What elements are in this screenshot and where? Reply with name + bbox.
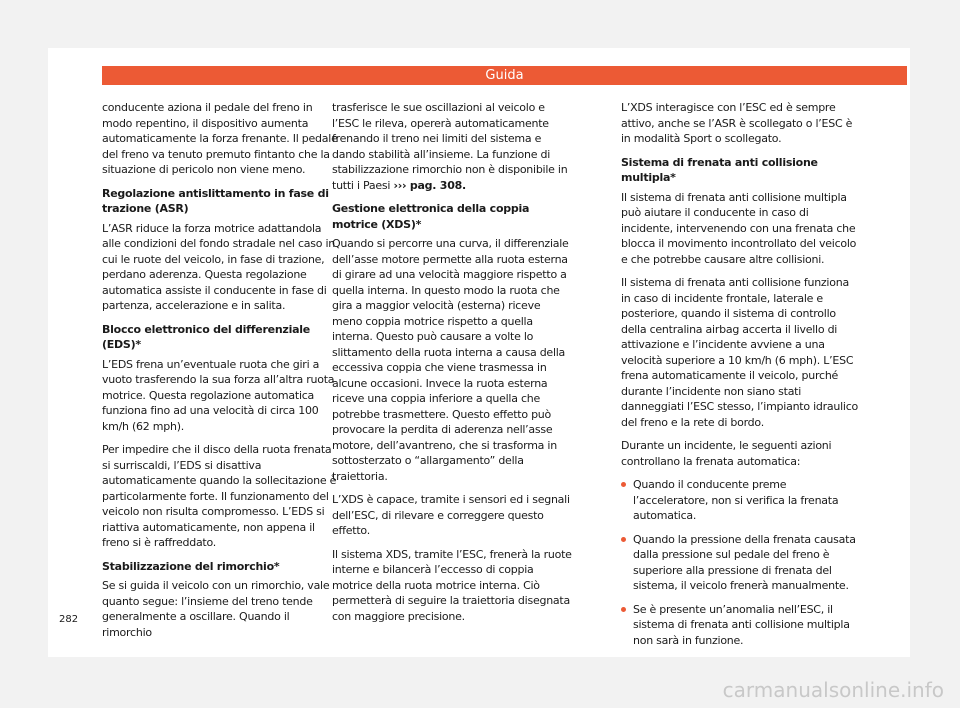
heading-trailer: Stabilizzazione del rimorchio*	[102, 559, 280, 573]
column-1	[102, 100, 342, 648]
bullet-text: Quando la pressione della frenata causata dalla pressione sul pedale del freno è superiore alla pressione di frenata del sistema, il veicolo frenerà manualmente.	[633, 532, 856, 592]
paragraph: L’XDS è capace, tramite i sensori ed i segnali dell’ESC, di rilevare e correggere questo effetto.	[332, 493, 570, 537]
section-header: Guida	[102, 66, 907, 85]
paragraph: Il sistema di frenata anti collisione multipla può aiutare il conducente in caso di incidente, intervenendo con una frenata che blocca il movimento incontrollato del veicolo e che potrebbe causare altre collisioni.	[621, 190, 857, 266]
paragraph: L’EDS frena un’eventuale ruota che giri a vuoto trasferendo la sua forza all’altra ruota motrice. Questa regolazione automatica funziona fino ad una velocità di circa 100 km/h (62 mph).	[102, 357, 335, 433]
heading-eds: Blocco elettronico del differenziale (EDS)*	[102, 322, 310, 351]
paragraph: Durante un incidente, le seguenti azioni controllano la frenata automatica:	[621, 439, 832, 468]
bullet-item	[621, 602, 861, 649]
bullet-dot-icon	[621, 607, 626, 612]
column-2	[332, 100, 572, 632]
paragraph: Se si guida il veicolo con un rimorchio, vale quanto segue: l’insieme del treno tende generalmente a oscillare. Quando il rimorchio	[102, 579, 330, 639]
page-number: 282	[59, 614, 79, 625]
heading-xds: Gestione elettronica della coppia motrice (XDS)*	[332, 202, 530, 231]
bullet-item	[621, 532, 861, 594]
bullet-text: Se è presente un’anomalia nell’ESC, il sistema di frenata anti collisione multipla non sarà in funzione.	[633, 602, 850, 647]
page-reference-link[interactable]: ››› pag. 308.	[393, 178, 466, 192]
paragraph: Il sistema di frenata anti collisione funziona in caso di incidente frontale, laterale e posteriore, quando il sistema di controllo della centralina airbag accerta il livello di attivazione e l’incidente avviene a una velocità superiore a 10 km/h (6 mph). L’ESC frena automaticamente il veicolo, purché durante l’incidente non siano stati danneggiati l’ESC stesso, l’impianto idraulico del freno e la rete di bordo.	[621, 276, 858, 429]
bullet-text: Quando il conducente preme l’acceleratore, non si verifica la frenata automatica.	[633, 478, 839, 522]
bullet-item	[621, 477, 861, 524]
heading-multi-collision-brake: Sistema di frenata anti collisione multipla*	[621, 155, 818, 184]
paragraph: Per impedire che il disco della ruota frenata si surriscaldi, l’EDS si disattiva automaticamente quando la sollecitazione è particolarmente forte. Il funzionamento del veicolo non risulta compromesso. L’EDS si riattiva automaticamente, non appena il freno si è raffreddato.	[102, 443, 337, 549]
paragraph: L’XDS interagisce con l’ESC ed è sempre attivo, anche se l’ASR è scollegato o l’ESC è in modalità Sport o scollegato.	[621, 101, 853, 145]
column-3	[621, 100, 861, 656]
paragraph: conducente aziona il pedale del freno in modo repentino, il dispositivo aumenta automaticamente la forza frenante. Il pedale del freno va tenuto premuto fintanto che la situazione di pericolo non viene meno.	[102, 101, 338, 176]
heading-asr: Regolazione antislittamento in fase di trazione (ASR)	[102, 186, 329, 215]
paragraph	[332, 100, 572, 193]
paragraph-text: trasferisce le sue oscillazioni al veicolo e l’ESC le rileva, opererà automaticamente frenando il treno nei limiti del sistema e dando stabilità all’insieme. La funzione di stabilizzazione rimorchio non è disponibile in tutti i Paesi	[332, 101, 568, 192]
bullet-dot-icon	[621, 482, 626, 487]
bullet-dot-icon	[621, 537, 626, 542]
manual-page	[48, 48, 910, 657]
watermark: carmanualsonline.info	[722, 678, 944, 702]
paragraph: L’ASR riduce la forza motrice adattandola alle condizioni del fondo stradale nel caso in cui le ruote del veicolo, in fase di trazione, perdano aderenza. Questa regolazione automatica assiste il conducente in fase di partenza, accelerazione e in salita.	[102, 221, 335, 312]
paragraph: Quando si percorre una curva, il differenziale dell’asse motore permette alla ruota esterna di girare ad una velocità maggiore rispetto a quella interna. In questo modo la ruota che gira a maggior velocità (esterna) riceve meno coppia motrice rispetto a quella interna. Questo può causare a volte lo slittamento della ruota interna a causa della eccessiva coppia che viene trasmessa in alcune occasioni. Invece la ruota esterna riceve una coppia inferiore a quella che potrebbe trasmettere. Questo effetto può provocare la perdita di aderenza nell’asse motore, dell’avantreno, che si trasforma in sottosterzato o “allargamento” della traiettoria.	[332, 237, 569, 483]
paragraph: Il sistema XDS, tramite l’ESC, frenerà la ruote interne e bilancerà l’eccesso di coppia motrice della ruota motrice interna. Ciò permetterà di seguire la traiettoria disegnata con maggiore precisione.	[332, 547, 572, 623]
